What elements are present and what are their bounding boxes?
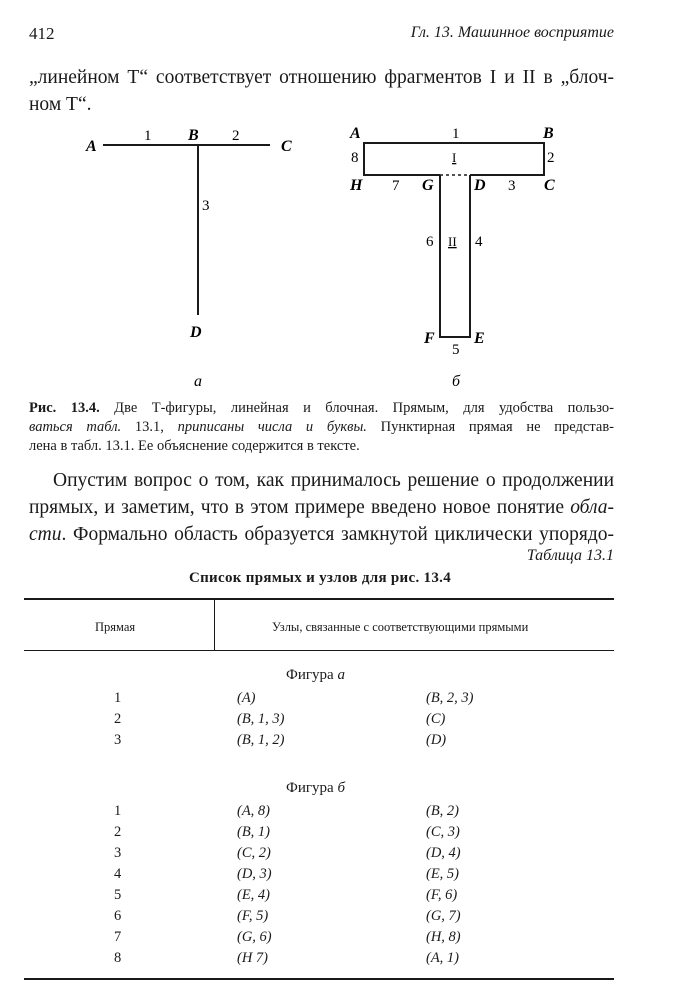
table-row-b2-line: 2 — [114, 824, 122, 840]
intro-line-2: ном Т“. — [29, 94, 92, 115]
table-row-b8-line: 8 — [114, 950, 122, 966]
panel-b-point-D: D — [474, 177, 486, 194]
table-row-b1-line: 1 — [114, 803, 122, 819]
intro-line-1: „линейном Т“ соответствует отношению фрагментов I и II в „блоч- — [29, 67, 614, 88]
table-title: Список прямых и узлов для рис. 13.4 — [188, 570, 452, 586]
running-head: Гл. 13. Машинное восприятие — [410, 24, 614, 41]
caption-part-2d: приписаны числа и буквы. — [177, 419, 367, 435]
panel-b-point-G: G — [422, 177, 434, 194]
panel-a-segment-3: 3 — [202, 198, 210, 214]
panel-b-point-B: B — [543, 125, 554, 142]
table-header-line: Прямая — [95, 620, 136, 634]
table-row-a2-left: (B, 1, 3) — [237, 711, 285, 727]
panel-b-point-C: C — [544, 177, 555, 194]
table-row-b2-right: (C, 3) — [426, 824, 460, 840]
panel-b-segment-2: 2 — [547, 150, 555, 166]
body-paragraph — [29, 467, 614, 548]
table-header-nodes: Узлы, связанные с соответствующими прямыми — [272, 620, 529, 634]
table-row-b3-right: (D, 4) — [426, 845, 461, 861]
panel-b-region-II: II — [448, 234, 457, 249]
caption-part-2c: 13.1, — [121, 419, 178, 435]
panel-b-region-I: I — [452, 150, 457, 165]
panel-b-segment-6: 6 — [426, 234, 434, 250]
panel-b-segment-3: 3 — [508, 178, 516, 194]
table-bottom-rule — [24, 978, 614, 980]
table-row-a3-right: (D) — [426, 732, 447, 748]
table-row-b1-right: (B, 2) — [426, 803, 460, 819]
caption-part-3: лена в табл. 13.1. Ее объяснение содержится в тексте. — [29, 438, 360, 454]
table-top-rule — [24, 598, 614, 600]
panel-b-segment-4: 4 — [475, 234, 483, 250]
panel-a-label: а — [194, 373, 202, 390]
table-row-b2-left: (B, 1) — [237, 824, 271, 840]
body-line-2b: обла- — [570, 497, 614, 518]
table-label: Таблица 13.1 — [526, 547, 614, 564]
table-row-b3-left: (C, 2) — [237, 845, 271, 861]
table-row-a1-right: (B, 2, 3) — [426, 690, 474, 706]
table-row-a3-left: (B, 1, 2) — [237, 732, 285, 748]
table-row-b7-right: (H, 8) — [426, 929, 461, 945]
panel-a-point-B: B — [188, 127, 199, 144]
panel-a-point-A: A — [86, 138, 97, 155]
caption-part-2b: табл. — [86, 419, 122, 435]
table-row-b8-left: (H 7) — [237, 950, 269, 966]
body-line-2a: прямых, и заметим, что в этом примере введено новое понятие — [29, 497, 571, 518]
caption-part-2e: Пунктирная прямая не представ- — [366, 419, 614, 435]
table-row-b6-line: 6 — [114, 908, 122, 924]
panel-b-point-F: F — [424, 330, 435, 347]
page-number: 412 — [29, 24, 55, 43]
table-row-b4-left: (D, 3) — [237, 866, 272, 882]
panel-b-segment-7: 7 — [392, 178, 400, 194]
table-section-b-title: Фигура б — [286, 780, 345, 796]
caption-part-1: Две Т-фигуры, линейная и блочная. Прямым, для удобства пользо- — [99, 400, 614, 416]
table-row-b7-left: (G, 6) — [237, 929, 272, 945]
table-row-b3-line: 3 — [114, 845, 122, 861]
body-line-3b: . Формально область образуется замкнутой циклически упорядо- — [61, 524, 614, 545]
body-line-3a: сти — [29, 524, 62, 545]
panel-a-point-C: C — [281, 138, 292, 155]
figure-panel-a — [85, 127, 292, 390]
panel-a-segment-1: 1 — [144, 128, 152, 144]
intro-paragraph — [29, 64, 614, 118]
table-section-a-title: Фигура а — [286, 667, 345, 683]
panel-b-stem — [440, 175, 470, 337]
caption-prefix: Рис. 13.4. — [29, 400, 100, 416]
table-row-a1-line: 1 — [114, 690, 122, 706]
panel-a-segment-2: 2 — [232, 128, 240, 144]
table-row-a2-right: (C) — [426, 711, 446, 727]
table-row-b6-right: (G, 7) — [426, 908, 461, 924]
table-row-b4-line: 4 — [114, 866, 122, 882]
table-row-b1-left: (A, 8) — [237, 803, 271, 819]
table-row-b5-left: (E, 4) — [237, 887, 271, 903]
panel-b-point-E: E — [474, 330, 485, 347]
table-header-rule — [24, 650, 614, 651]
panel-b-segment-8: 8 — [351, 150, 359, 166]
panel-a-point-D: D — [190, 324, 202, 341]
table-row-b8-right: (A, 1) — [426, 950, 460, 966]
panel-b-point-H: H — [350, 177, 363, 194]
table-row-b6-left: (F, 5) — [237, 908, 269, 924]
table-row-b5-line: 5 — [114, 887, 122, 903]
body-line-1: Опустим вопрос о том, как принималось решение о продолжении — [53, 470, 614, 491]
panel-b-segment-5: 5 — [452, 342, 460, 358]
figure-caption — [29, 399, 614, 456]
caption-part-2a: ваться — [29, 419, 87, 435]
table-row-b5-right: (F, 6) — [426, 887, 458, 903]
panel-b-point-A: A — [350, 125, 361, 142]
table-row-a3-line: 3 — [114, 732, 122, 748]
table-row-b4-right: (E, 5) — [426, 866, 460, 882]
table-row-a2-line: 2 — [114, 711, 122, 727]
table-row-b7-line: 7 — [114, 929, 122, 945]
table-row-a1-left: (A) — [237, 690, 256, 706]
panel-b-label: б — [452, 373, 461, 390]
table-header-divider — [214, 600, 215, 650]
figure-13-4 — [0, 120, 684, 395]
figure-panel-b — [349, 125, 555, 390]
panel-b-segment-1: 1 — [452, 126, 460, 142]
